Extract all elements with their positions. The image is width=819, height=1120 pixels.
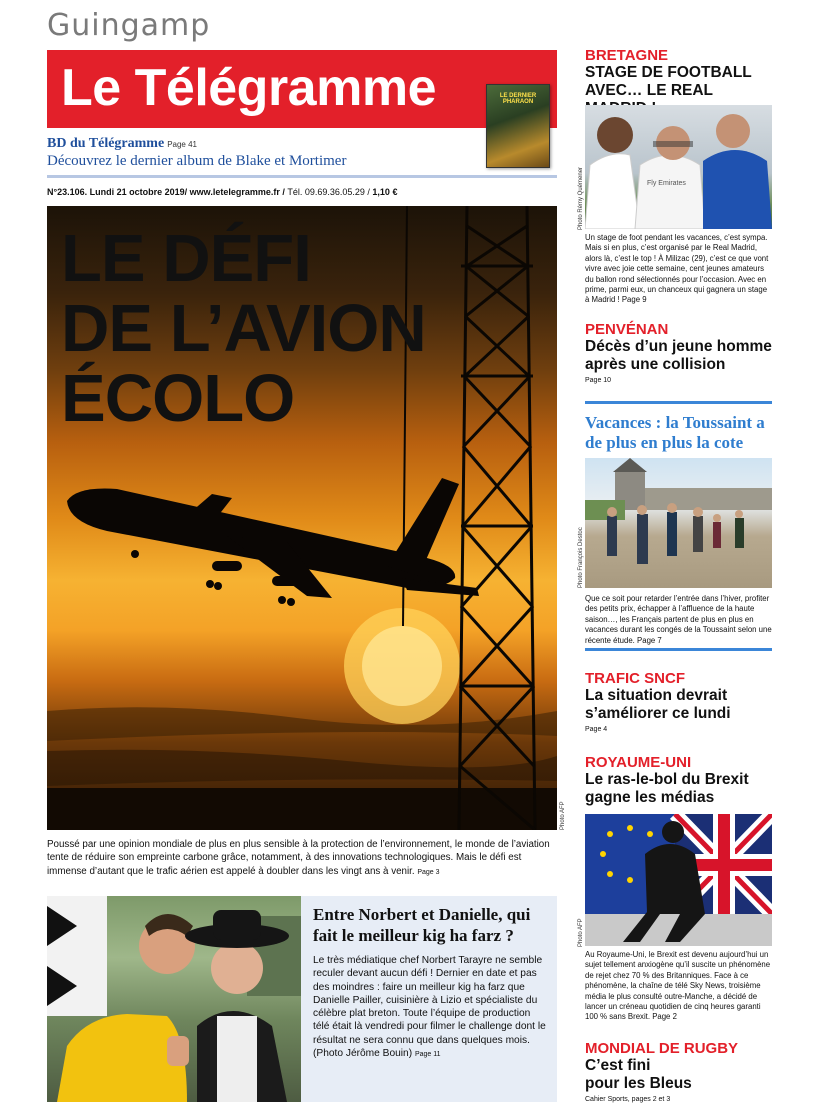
- issue-info: [47, 187, 397, 197]
- sncf-headline[interactable]: La situation devrait s’améliorer ce lundi: [585, 687, 731, 722]
- rugby-kicker: MONDIAL DE RUGBY: [585, 1040, 739, 1057]
- rugby-headline[interactable]: [585, 1057, 772, 1093]
- hero-caption-text: Poussé par une opinion mondiale de plus en plus sensible à la protection de l’environnement, le monde de l’aviation tente de réduire son empreinte carbone grâce, notamment, à des innovations technologiques. Mais le défi est immense d’autant que le trafic aérien est appelé à doubler dans les vingt ans à venir.: [47, 839, 550, 877]
- kig-ha-farz-title[interactable]: Entre Norbert et Danielle, qui fait le meilleur kig ha farz ?: [313, 905, 531, 945]
- promo-title: [47, 136, 557, 152]
- bretagne-blurb-text: Un stage de foot pendant les vacances, c’est sympa. Mais si en plus, c’est organisé par le Real Madrid, alors là, c’est le top ! À Milizac (29), c’est ce que vont vivre avec joie cette semaine, cent jeunes amateurs du ballon rond sélectionnés pour l’occasion. Avec en prime, parmi eux, un chanceux qui gagnera un stage à Madrid !: [585, 233, 769, 305]
- hero-headline-line-3: ÉCOLO: [61, 361, 295, 436]
- hero-headline[interactable]: [61, 221, 426, 436]
- issue-site: www.letelegramme.fr /: [187, 187, 288, 197]
- hero-caption-page: Page 3: [417, 868, 440, 876]
- penvenan-page: Page 10: [585, 377, 612, 384]
- rugby-headline-line-2: pour les Bleus: [585, 1075, 692, 1092]
- sncf-page: Page 4: [585, 726, 608, 733]
- hero-photo-credit: Photo AFP: [560, 801, 566, 830]
- hero-caption: [47, 838, 557, 879]
- brexit-photo[interactable]: [585, 814, 772, 946]
- chefs-illustration: [47, 896, 301, 1102]
- royaume-uni-headline[interactable]: Le ras-le-bol du Brexit gagne les médias: [585, 771, 749, 806]
- kig-ha-farz-text: [313, 954, 549, 1061]
- sncf-article[interactable]: [585, 670, 772, 733]
- vacances-blurb: [585, 594, 772, 646]
- bretagne-photo-credit: Photo Rémy Quémener: [578, 166, 584, 230]
- tourists-illustration: [585, 458, 772, 588]
- edition-name: Guingamp: [47, 8, 211, 43]
- penvenan-article[interactable]: [585, 321, 772, 384]
- bretagne-kicker: BRETAGNE: [585, 47, 669, 64]
- vacances-bottom-divider: [585, 648, 772, 651]
- vacances-headline[interactable]: Vacances : la Toussaint a de plus en plus la cote: [585, 413, 765, 452]
- vacances-top-divider: [585, 401, 772, 404]
- masthead-title: Le Télégramme: [61, 59, 436, 117]
- vacances-photo-credit: Photo François Destoc: [578, 527, 584, 588]
- hero-headline-line-1: LE DÉFI: [61, 221, 311, 296]
- bd-promo[interactable]: [47, 136, 557, 170]
- rugby-article[interactable]: [585, 1040, 772, 1103]
- issue-phone: Tél. 09.69.36.05.29 /: [287, 187, 373, 197]
- bretagne-photo[interactable]: [585, 105, 772, 229]
- issue-number-date: N°23.106. Lundi 21 octobre 2019/: [47, 187, 188, 197]
- rugby-ref: Cahier Sports, pages 2 et 3: [585, 1096, 671, 1103]
- hero-photo[interactable]: [47, 206, 557, 830]
- bretagne-blurb: [585, 233, 772, 306]
- kig-ha-farz-body: Le très médiatique chef Norbert Tarayre ne semble reculer devant aucun défi ! Dernier en date et pas des moindres : faire un meilleur kig ha farz que Danielle Pailler, cuisinière à Lizio et spécialiste du célèbre plat breton. Toute l’équipe de production télé était là vendredi pour filmer le challenge dont le résultat ne sera connu que dans quelques mois. (Photo Jérôme Bouin): [313, 955, 546, 1060]
- bretagne-headline-line-2: AVEC… LE REAL: [585, 82, 713, 99]
- album-cover-text: LE DERNIER PHARAON: [499, 93, 537, 105]
- promo-divider: [47, 175, 557, 178]
- vacances-blurb-text: Que ce soit pour retarder l’entrée dans l’hiver, profiter des petits prix, échapper à l’affluence de la haute saison…, les Français partent de plus en plus en vacances durant les congés de la Toussaint selon une récente étude.: [585, 594, 772, 645]
- brexit-flags-illustration: [585, 814, 772, 946]
- airplane-silhouette: [67, 478, 479, 606]
- bretagne-headline-line-1: STAGE DE FOOTBALL: [585, 64, 752, 81]
- jersey-text: Fly Emirates: [647, 180, 686, 187]
- rugby-headline-line-1: C’est fini: [585, 1057, 651, 1074]
- royaume-uni-kicker: ROYAUME-UNI: [585, 754, 692, 771]
- hero-headline-line-2: DE L’AVION: [61, 291, 426, 366]
- bretagne-page: Page 9: [621, 295, 647, 305]
- vacances-page: Page 7: [637, 635, 662, 645]
- penvenan-kicker: PENVÉNAN: [585, 321, 669, 338]
- kig-ha-farz-page: Page 11: [414, 1051, 441, 1059]
- kig-ha-farz-photo[interactable]: [47, 896, 301, 1102]
- promo-page: Page 41: [167, 140, 197, 149]
- royaume-uni-article[interactable]: [585, 754, 772, 807]
- brexit-photo-credit: Photo AFP: [578, 918, 584, 947]
- issue-price: 1,10 €: [372, 187, 398, 197]
- kig-ha-farz-article[interactable]: [47, 896, 557, 1102]
- sncf-kicker: TRAFIC SNCF: [585, 670, 685, 687]
- vacances-photo[interactable]: [585, 458, 772, 588]
- promo-text: Découvrez le dernier album de Blake et Mortimer: [47, 153, 347, 169]
- masthead[interactable]: [47, 50, 557, 128]
- vacances-article[interactable]: [585, 413, 772, 453]
- penvenan-headline[interactable]: Décès d’un jeune homme après une collision: [585, 338, 772, 373]
- promo-title-text: BD du Télégramme: [47, 136, 165, 151]
- football-kids-illustration: [585, 105, 772, 229]
- royaume-uni-blurb: [585, 950, 772, 1023]
- royaume-uni-page: Page 2: [652, 1012, 677, 1022]
- royaume-uni-blurb-text: Au Royaume-Uni, le Brexit est devenu aujourd’hui un sujet tellement anxiogène qu’il suscite un phénomène de rejet chez 70 % des Britanniques. Face à ce phénomène, la chaîne de télé Sky News, troisième média le plus consulté outre-Manche, a décidé de lancer un créneau quotidien de cinq heures garanti 100 % sans Brexit.: [585, 950, 771, 1022]
